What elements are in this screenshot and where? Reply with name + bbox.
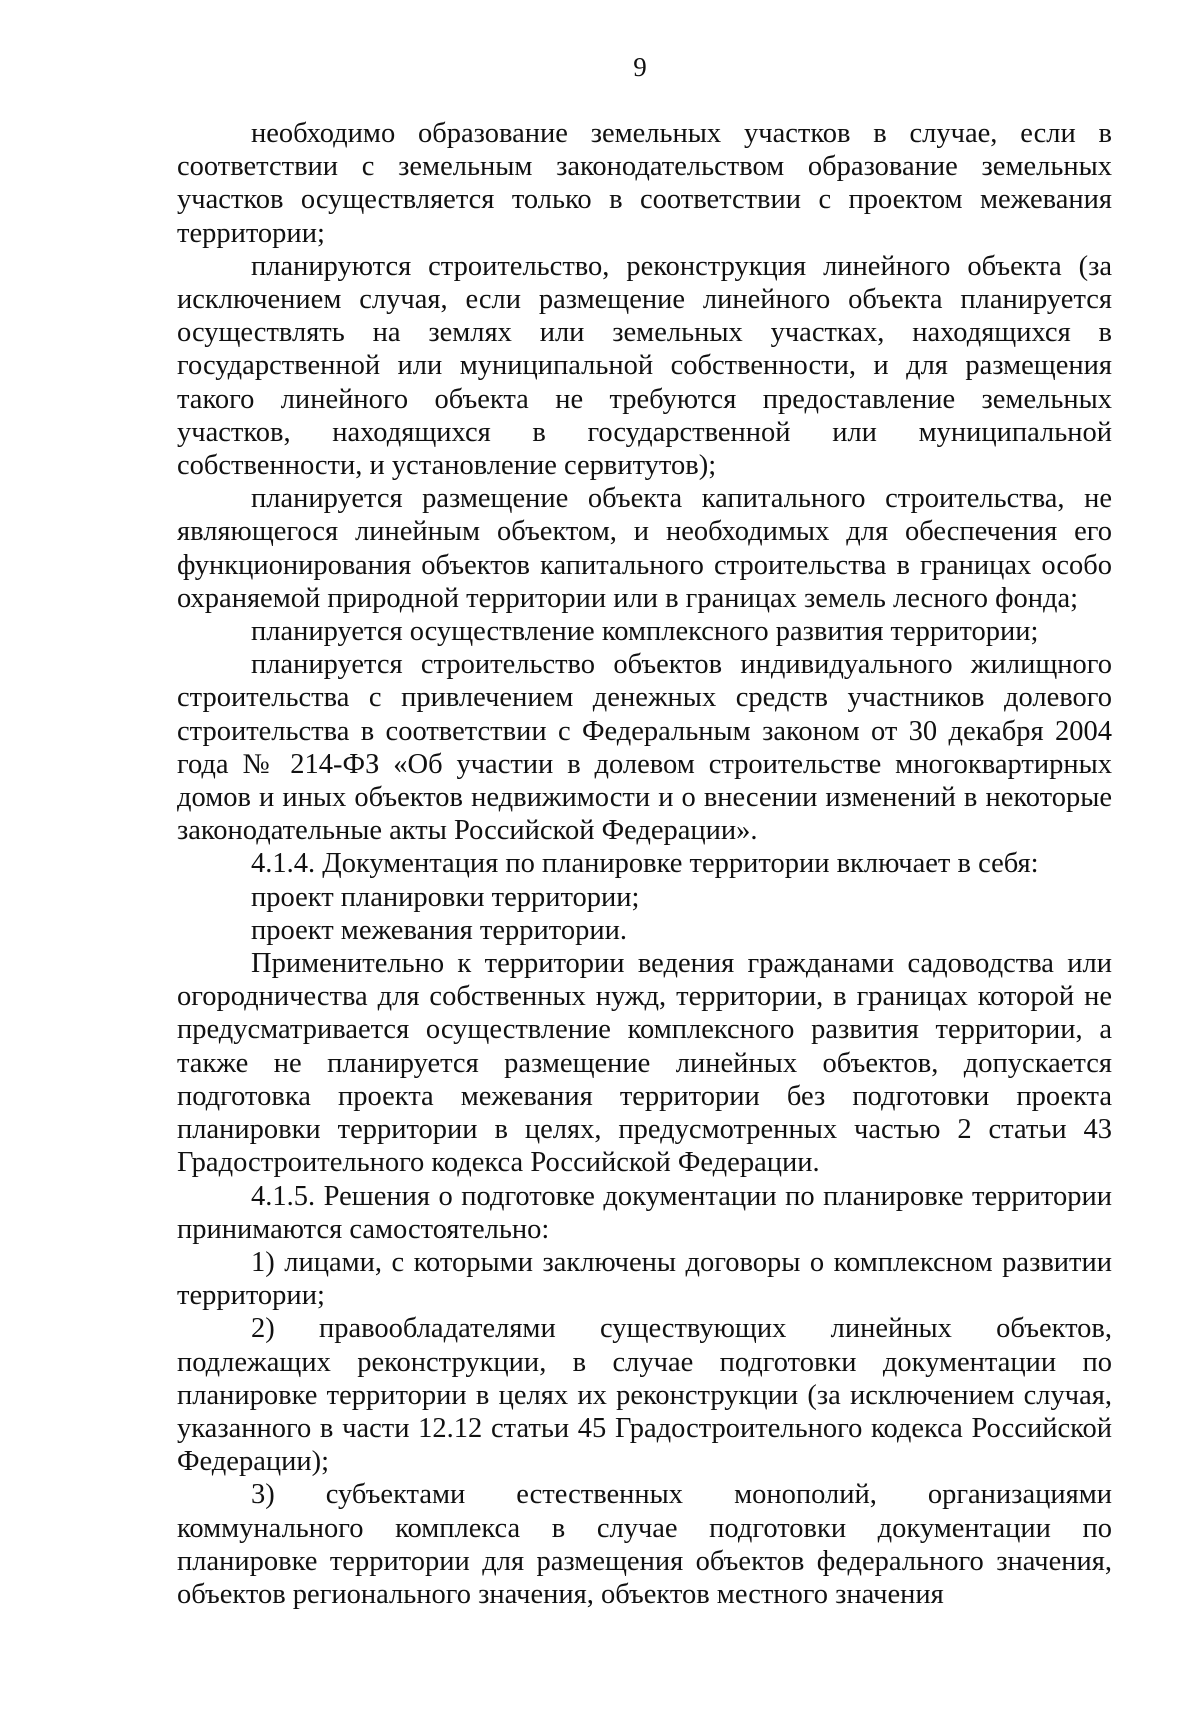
paragraph-land-plots: необходимо образование земельных участков в случае, если в соответствии с земельным законодательством образование земельных участков осуществляется только в соответствии с проектом межевания территории; [177, 118, 1112, 249]
paragraph-4-1-5: 4.1.5. Решения о подготовке документации по планировке территории принимаются самостоятельно: [177, 1180, 1112, 1245]
page-number: 9 [633, 52, 647, 82]
paragraph-capital-construction: планируется размещение объекта капитального строительства, не являющегося линейным объектом, и необходимых для обеспечения его функционирования объектов капитального строительства в границах особо охраняемой природной территории или в границах земель лесного фонда; [177, 483, 1112, 614]
document-body [177, 117, 1112, 1611]
paragraph-linear-object: планируются строительство, реконструкция линейного объекта (за исключением случая, если размещение линейного объекта планируется осуществлять на землях или земельных участках, находящихся в государственной или муниципальной собственности, и для размещения такого линейного объекта не требуются предоставление земельных участков, находящихся в государственной или муниципальной собственности, и установление сервитутов); [177, 250, 1112, 482]
paragraph-planning-project: проект планировки территории; [251, 881, 640, 913]
list-item-1: 1) лицами, с которыми заключены договоры о комплексном развитии территории; [177, 1246, 1112, 1312]
list-item-2: 2) правообладателями существующих линейных объектов, подлежащих реконструкции, в случае подготовки документации по планировке территории в целях их реконструкции (за исключением случая, указанного в части 12.12 статьи 45 Градостроительного кодекса Российской Федерации); [177, 1313, 1112, 1478]
paragraph-gardening-territory: Применительно к территории ведения гражданами садоводства или огородничества для собственных нужд, территории, в границах которой не предусматривается осуществление комплексного развития территории, а также не планируется размещение линейных объектов, допускается подготовка проекта межевания территории без подготовки проекта планировки территории в целях, предусмотренных частью 2 статьи 43 Градостроительного кодекса Российской Федерации. [177, 948, 1112, 1179]
paragraph-complex-development: планируется осуществление комплексного развития территории; [251, 616, 1039, 648]
paragraph-individual-housing: планируется строительство объектов индивидуального жилищного строительства с привлечением денежных средств участников долевого строительства в соответствии с Федеральным законом от 30 декабря 2004 года № 214-ФЗ «Об участии в долевом строительстве многоквартирных домов и иных объектов недвижимости и о внесении изменений в некоторые законодательные акты Российской Федерации». [177, 649, 1112, 847]
list-item-3: 3) субъектами естественных монополий, организациями коммунального комплекса в случае подготовки документации по планировке территории для размещения объектов федерального значения, объектов регионального значения, объектов местного значения [177, 1479, 1112, 1610]
paragraph-surveying-project: проект межевания территории. [251, 914, 627, 946]
paragraph-4-1-4: 4.1.4. Документация по планировке территории включает в себя: [251, 848, 1039, 880]
